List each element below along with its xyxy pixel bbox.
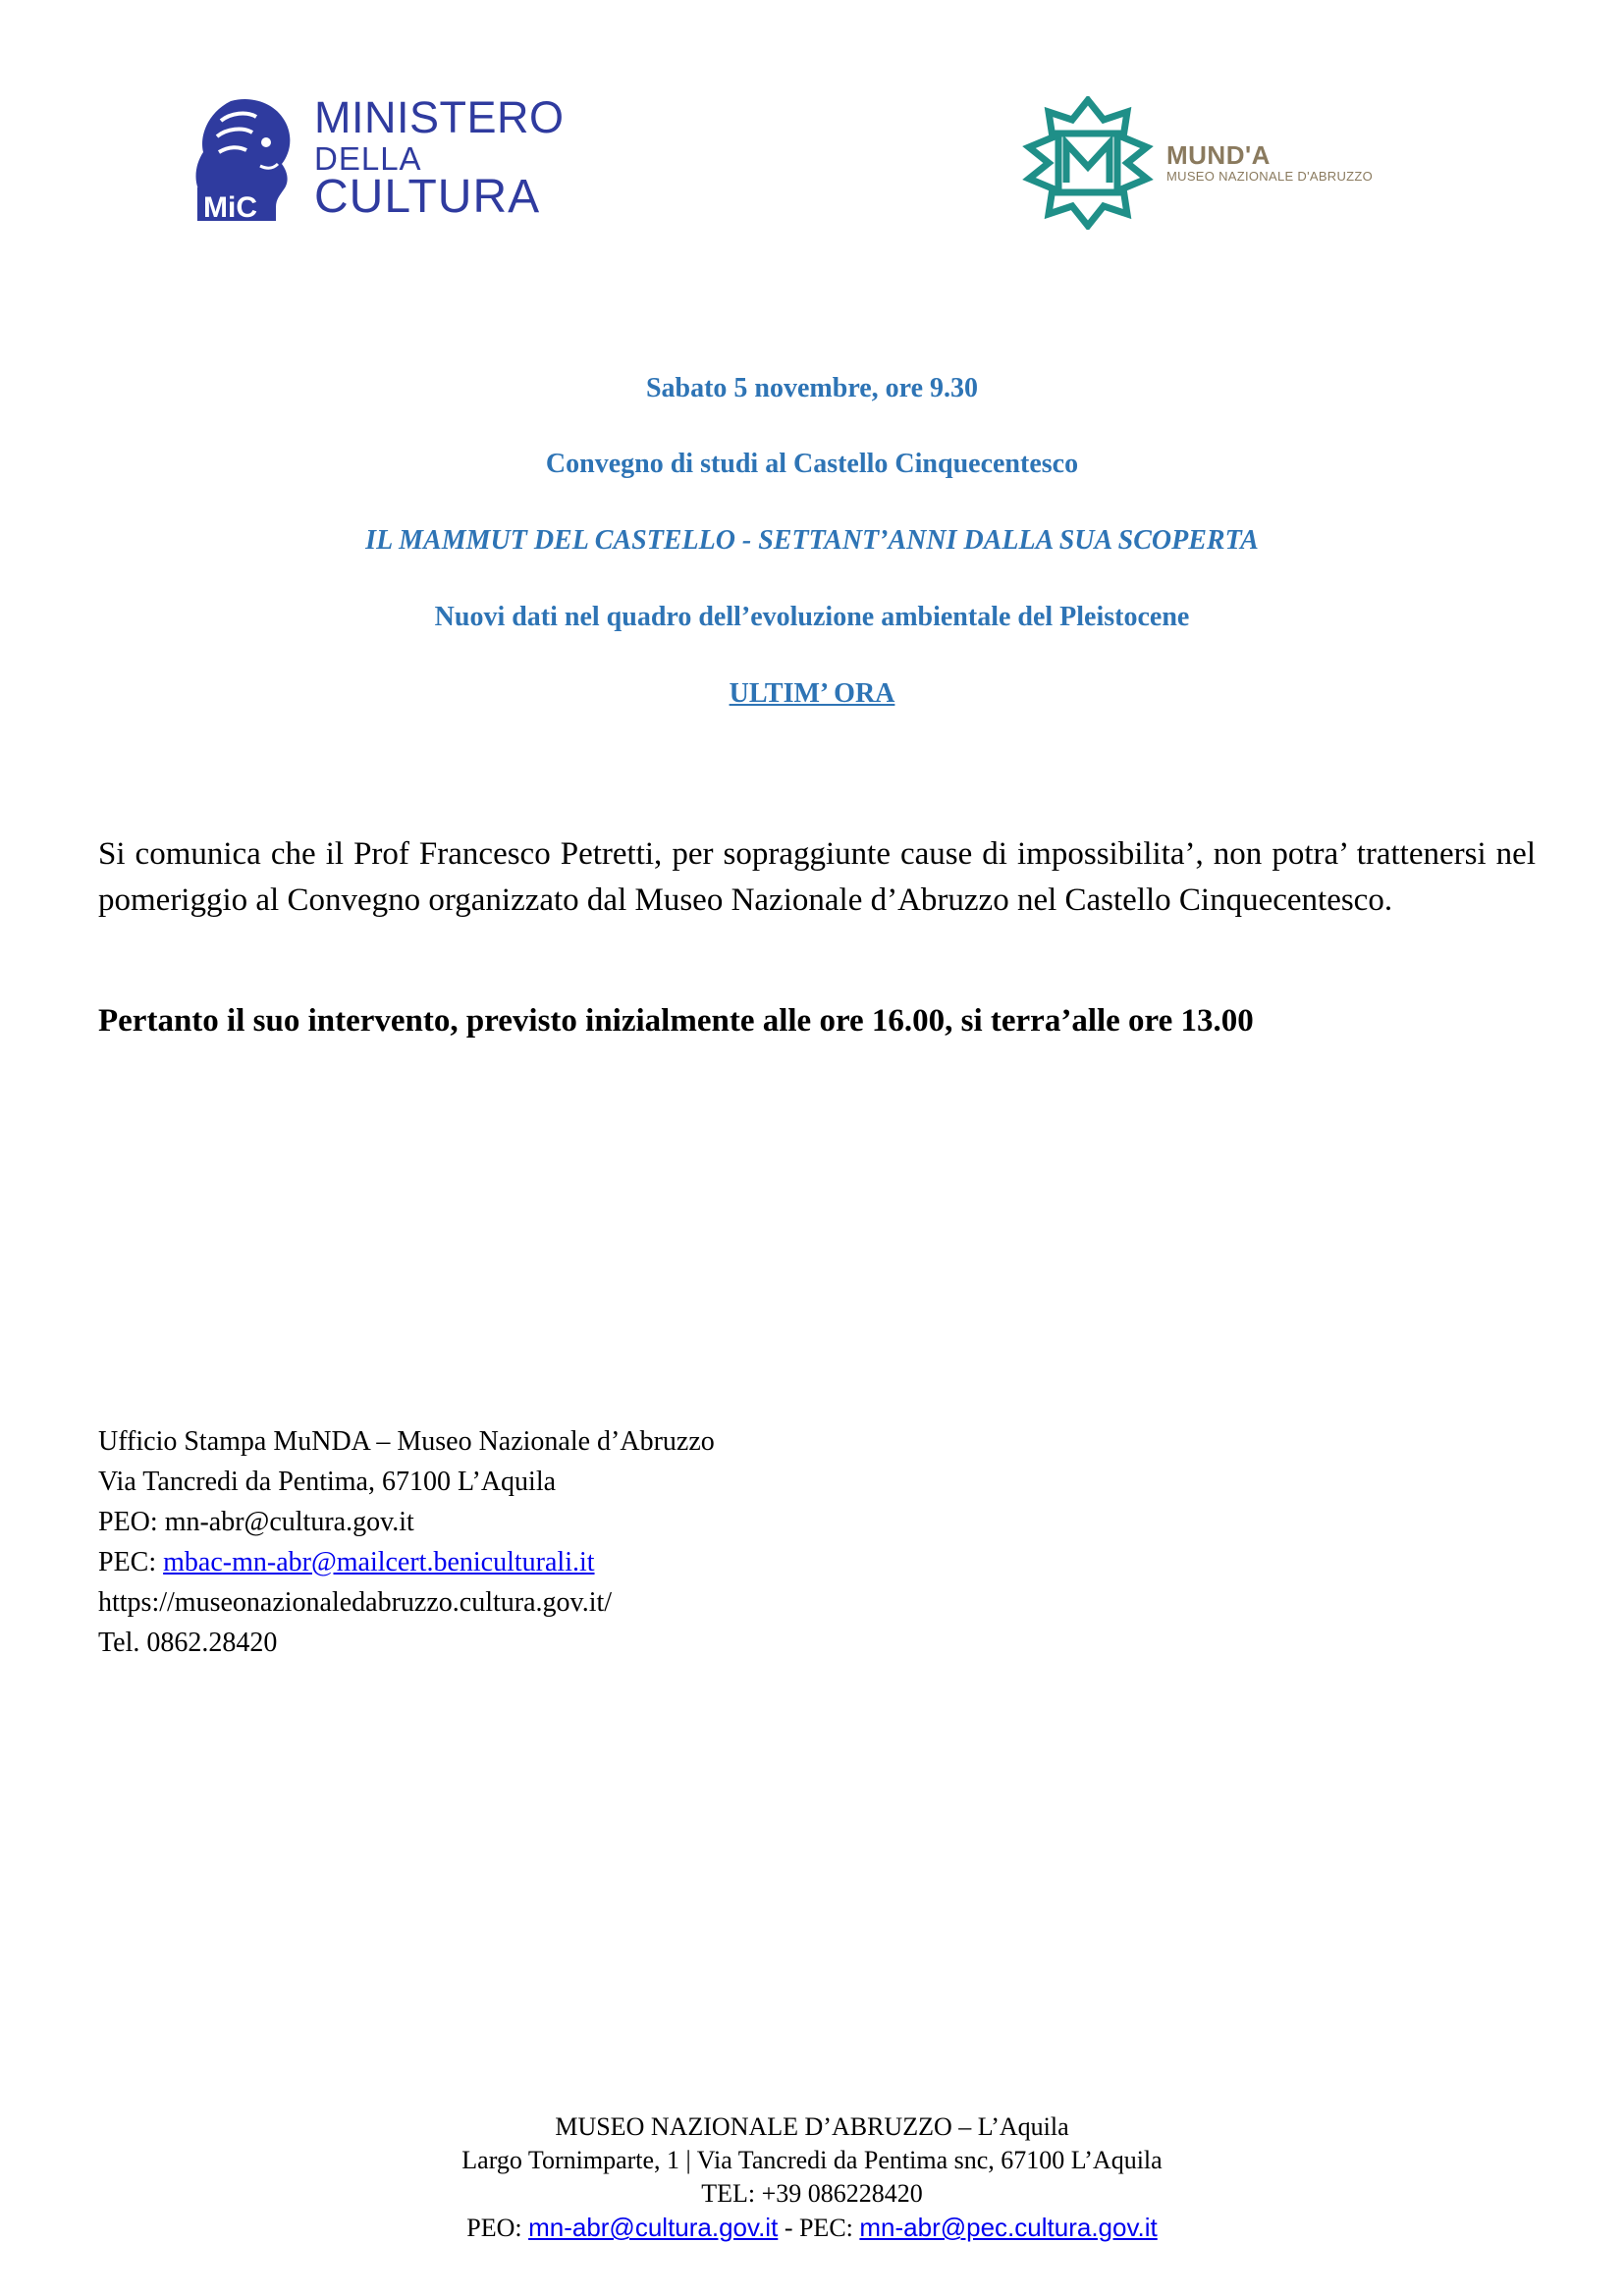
mic-badge-text: MiC: [203, 191, 257, 221]
footer-museum-name: MUSEO NAZIONALE D’ABRUZZO – L’Aquila: [555, 2112, 1069, 2141]
event-subtitle: Nuovi dati nel quadro dell’evoluzione ambientale del Pleistocene: [434, 602, 1190, 632]
event-date-line: Sabato 5 novembre, ore 9.30: [645, 373, 979, 403]
mic-profile-emblem-icon: [191, 93, 301, 221]
press-office-address: Via Tancredi da Pentima, 67100 L’Aquila: [98, 1467, 557, 1497]
pec-email-link[interactable]: mbac-mn-abr@mailcert.beniculturali.it: [163, 1547, 595, 1577]
ministero-word: MINISTERO: [314, 92, 565, 142]
footer-peo-label: PEO:: [466, 2214, 529, 2242]
footer-address: Largo Tornimparte, 1 | Via Tancredi da Pentima snc, 67100 L’Aquila: [461, 2146, 1163, 2174]
press-office-contact: [98, 1421, 715, 1663]
munda-logo: [1021, 96, 1394, 234]
munda-subtitle: MUSEO NAZIONALE D'ABRUZZO: [1166, 169, 1374, 184]
pec-label: PEC:: [98, 1547, 164, 1577]
footer-phone: TEL: +39 086228420: [701, 2179, 923, 2208]
press-office-name: Ufficio Stampa MuNDA – Museo Nazionale d’Abruzzo: [98, 1426, 715, 1457]
press-office-phone: Tel. 0862.28420: [98, 1628, 278, 1658]
peo-label: PEO:: [98, 1507, 165, 1537]
munda-star-emblem-icon: [1021, 96, 1155, 230]
page-footer: [0, 2110, 1624, 2245]
press-office-peo: [98, 1502, 715, 1542]
notice-paragraph: Si comunica che il Prof Francesco Petretti, per sopraggiunte cause di impossibilita’, non potra’ trattenersi nel pomeriggio al Convegno organizzato dal Museo Nazionale d’Abruzzo nel Castello Cinquecentesco.: [98, 836, 1536, 918]
footer-emails: [0, 2211, 1624, 2245]
cultura-word: CULTURA: [314, 171, 541, 223]
peo-email: mn-abr@cultura.gov.it: [164, 1507, 414, 1537]
footer-peo-link[interactable]: mn-abr@cultura.gov.it: [528, 2213, 779, 2242]
event-venue-line: Convegno di studi al Castello Cinquecentesco: [545, 449, 1079, 479]
footer-separator: - PEC:: [778, 2214, 860, 2242]
schedule-change-notice: Pertanto il suo intervento, previsto inizialmente alle ore 16.00, si terra’alle ore 13.00: [98, 1003, 1254, 1039]
press-office-website: https://museonazionaledabruzzo.cultura.gov.it/: [98, 1587, 613, 1618]
della-word: DELLA: [314, 140, 422, 177]
breaking-news-flag: ULTIM’ ORA: [729, 678, 895, 709]
munda-name: MUND'A: [1166, 140, 1271, 170]
press-office-pec: [98, 1542, 715, 1582]
event-title: IL MAMMUT DEL CASTELLO - SETTANT’ANNI DALLA SUA SCOPERTA: [365, 525, 1259, 556]
footer-pec-link[interactable]: mn-abr@pec.cultura.gov.it: [859, 2213, 1158, 2242]
ministero-cultura-logo: [191, 93, 584, 226]
